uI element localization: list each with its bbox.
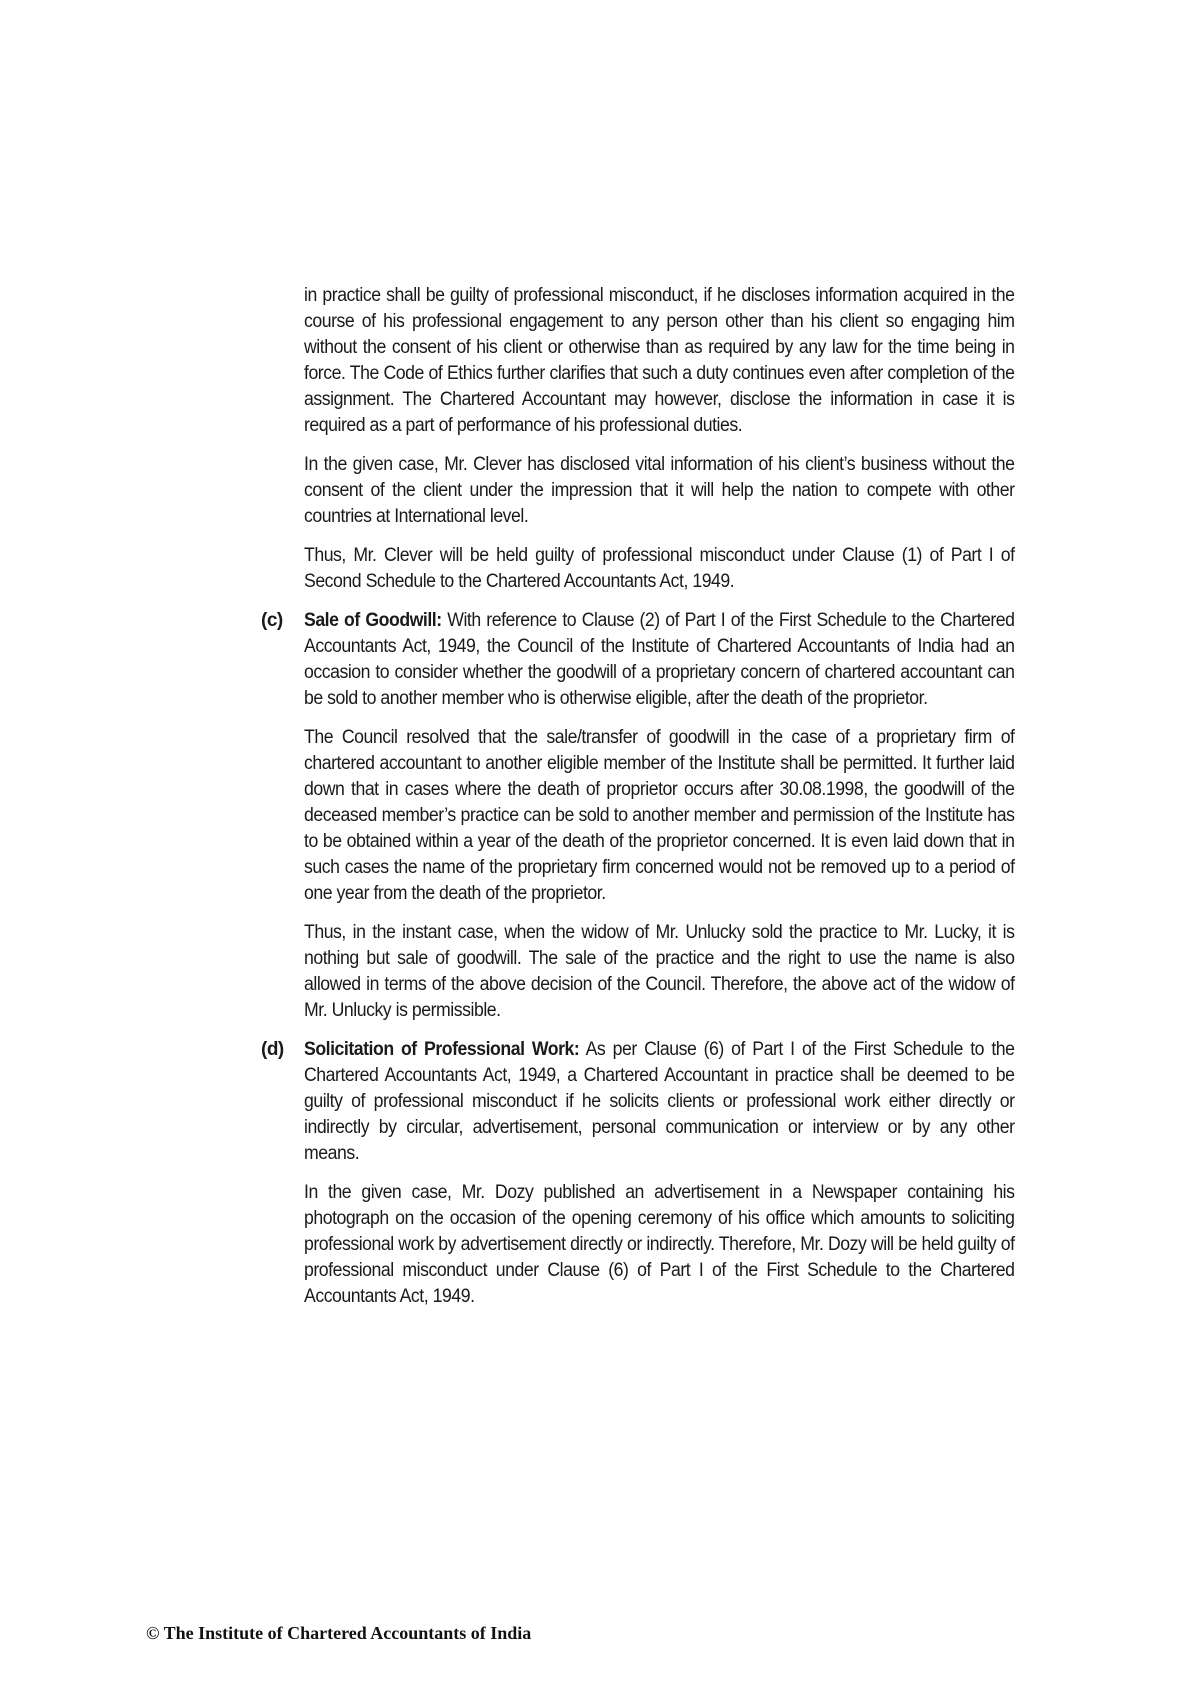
item-label-d: (d): [261, 1039, 284, 1060]
item-d-lead-text: As per Clause (6) of Part I of the First Schedule to the Chartered Accountants Act, 1949, a Chartered Accountant in practice shall be deemed to be guilty of professional misconduct if he solicits clients or professional work either directly or indirectly by circular, advertisement, personal communication or interview or by any other means.: [304, 1039, 1015, 1164]
answer-item-c: [261, 608, 1015, 1024]
document-body: [261, 283, 1015, 1323]
item-c-paragraph-3: Thus, in the instant case, when the widow of Mr. Unlucky sold the practice to Mr. Lucky, it is nothing but sale of goodwill. The sale of the practice and the right to use the name is also allowed in terms of the above decision of the Council. Therefore, the above act of the widow of Mr. Unlucky is permissible.: [304, 922, 1015, 1021]
item-d-heading: Solicitation of Professional Work:: [304, 1039, 580, 1060]
item-c-paragraph-1: [304, 608, 1015, 712]
intro-paragraph-3: Thus, Mr. Clever will be held guilty of professional misconduct under Clause (1) of Part I of Second Schedule to the Chartered Accountants Act, 1949.: [304, 545, 1015, 592]
item-label-c: (c): [261, 610, 283, 631]
item-c-paragraph-2: The Council resolved that the sale/transfer of goodwill in the case of a proprietary firm of chartered accountant to another eligible member of the Institute shall be permitted. It further laid down that in cases where the death of proprietor occurs after 30.08.1998, the goodwill of the deceased member’s practice can be sold to another member and permission of the Institute has to be obtained within a year of the death of the proprietor concerned. It is even laid down that in such cases the name of the proprietary firm concerned would not be removed up to a period of one year from the death of the proprietor.: [304, 727, 1015, 904]
item-d-paragraph-2: In the given case, Mr. Dozy published an advertisement in a Newspaper containing his photograph on the occasion of the opening ceremony of his office which amounts to soliciting professional work by advertisement directly or indirectly. Therefore, Mr. Dozy will be held guilty of professional misconduct under Clause (6) of Part I of the First Schedule to the Chartered Accountants Act, 1949.: [304, 1182, 1015, 1307]
footer-copyright: © The Institute of Chartered Accountants of India: [146, 1623, 532, 1643]
item-c-heading: Sale of Goodwill:: [304, 610, 442, 631]
item-d-paragraph-1: [304, 1037, 1015, 1167]
answer-item-d: [261, 1037, 1015, 1310]
intro-paragraph-2: In the given case, Mr. Clever has disclosed vital information of his client’s business without the consent of the client under the impression that it will help the nation to compete with other countries at International level.: [304, 454, 1015, 527]
intro-paragraph-1: in practice shall be guilty of professional misconduct, if he discloses information acquired in the course of his professional engagement to any person other than his client so engaging him without the consent of his client or otherwise than as required by any law for the time being in force. The Code of Ethics further clarifies that such a duty continues even after completion of the assignment. The Chartered Accountant may however, disclose the information in case it is required as a part of performance of his professional duties.: [304, 285, 1015, 436]
item-c-lead-text: With reference to Clause (2) of Part I of the First Schedule to the Chartered Accountants Act, 1949, the Council of the Institute of Chartered Accountants of India had an occasion to consider whether the goodwill of a proprietary concern of chartered accountant can be sold to another member who is otherwise eligible, after the death of the proprietor.: [304, 610, 1015, 709]
